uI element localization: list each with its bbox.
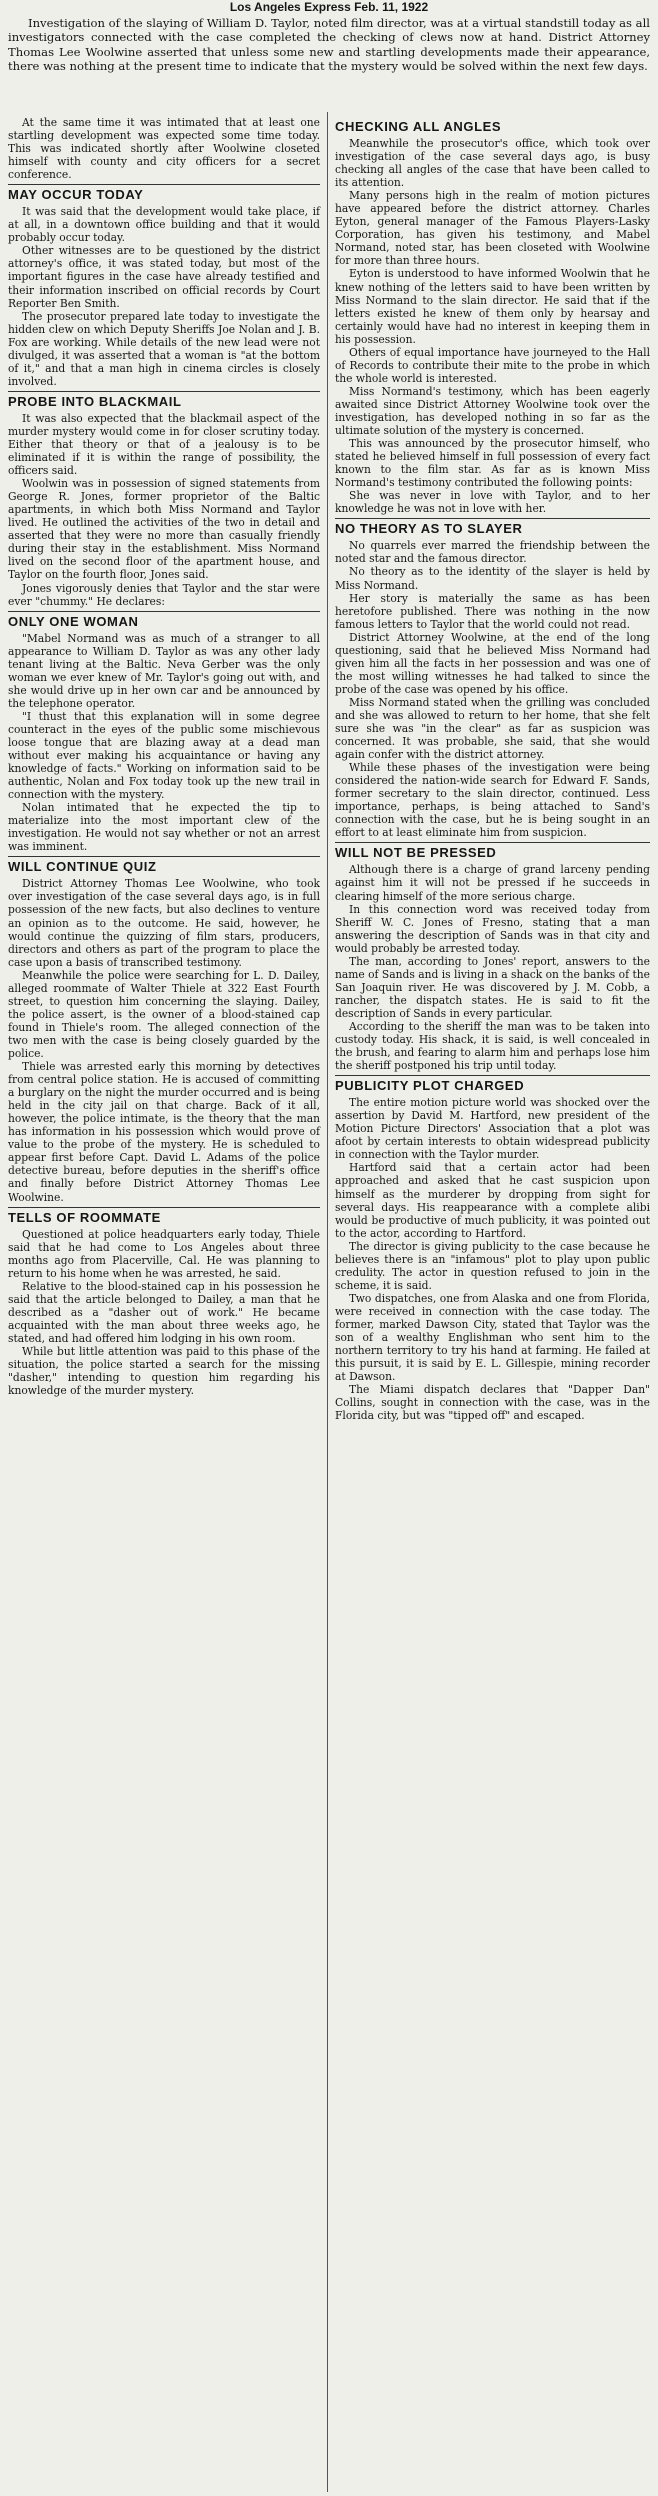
article-paragraph: This was announced by the prosecutor himself, who stated he believed himself in full possession of every fact known to the film star. As far as is known Miss Normand's testimony contributed the following points:	[335, 437, 650, 490]
article-paragraph: Questioned at police headquarters early today, Thiele said that he had come to Los Angeles about three months ago from Placerville, Cal. He was planning to return to his home when he was arrested, he said.	[8, 1227, 320, 1280]
section-heading: PUBLICITY PLOT CHARGED	[335, 1075, 650, 1094]
article-paragraph: Relative to the blood-stained cap in his possession he said that the article belonged to Dailey, a man that he described as a "dasher out of work." He became acquainted with the man about three weeks ago, he stated, and had offered him lodging in his own room.	[8, 1279, 320, 1345]
article-paragraph: Nolan intimated that he expected the tip to materialize into the most important clew of the investigation. He would not say whether or not an arrest was imminent.	[8, 801, 320, 854]
section-heading: NO THEORY AS TO SLAYER	[335, 518, 650, 537]
article-paragraph: It was also expected that the blackmail aspect of the murder mystery would come in for closer scrutiny today. Either that theory or that of a jealousy is to be eliminated if it is within the range of possibility, the officers said.	[8, 411, 320, 478]
article-paragraph: In this connection word was received today from Sheriff W. C. Jones of Fresno, stating that a man answering the description of Sands was in that city and would probably be arrested today.	[335, 902, 650, 955]
article-paragraph: While these phases of the investigation were being considered the nation-wide search for Edward F. Sands, former secretary to the slain director, continued. Less importance, perhaps, is being attached to Sand's connection with the case, but he is being sought in an effort to at least eliminate him from suspicion.	[335, 761, 650, 840]
lead-paragraph: Investigation of the slaying of William D. Taylor, noted film director, was at a virtual standstill today as all investigators connected with the case completed the checking of clews now at hand. District Attorney Thomas Lee Woolwine asserted that unless some new and startling developments made their appearance, there was nothing at the present time to indicate that the mystery would be solved within the next few days.	[8, 16, 650, 74]
article-paragraph: Hartford said that a certain actor had been approached and asked that he cast suspicion upon himself as the murderer by dropping from sight for several days. His reappearance with a complete alibi would be productive of much publicity, it was pointed out to the actor, according to Hartford.	[335, 1161, 650, 1240]
article-paragraph: Many persons high in the realm of motion pictures have appeared before the district attorney. Charles Eyton, general manager of the Famous Players-Lasky Corporation, has given his testimony, and Mabel Normand, noted star, has been closeted with Woolwine for more than three hours.	[335, 189, 650, 268]
article-paragraph: It was said that the development would take place, if at all, in a downtown office building and that it would probably occur today.	[8, 205, 320, 245]
article-paragraph: Woolwin was in possession of signed statements from George R. Jones, former proprietor of the Baltic apartments, in which both Miss Normand and Taylor lived. He outlined the activities of the two in detail and asserted that they were no more than casually friendly during their stay in the establishment. Miss Normand lived on the second floor of the apartment house, and Taylor on the fourth floor, Jones said.	[8, 477, 320, 582]
article-paragraph: "Mabel Normand was as much of a stranger to all appearance to William D. Taylor as was any other lady tenant living at the Baltic. Neva Gerber was the only woman we ever knew of Mr. Taylor's going out with, and she would drive up in her own car and be announced by the telephone operator.	[8, 631, 320, 710]
article-paragraph: Eyton is understood to have informed Woolwin that he knew nothing of the letters said to have been written by Miss Normand to the slain director. He said that if the letters existed he knew of them only by hearsay and certainly would have had no interest in keeping them in his possession.	[335, 267, 650, 346]
article-paragraph: Two dispatches, one from Alaska and one from Florida, were received in connection with the case today. The former, marked Dawson City, stated that Taylor was the son of a wealthy Englishman who sent him to the northern territory to try his hand at farming. He failed at this pursuit, it is said by E. L. Gillespie, mining recorder at Dawson.	[335, 1291, 650, 1384]
article-paragraph: No theory as to the identity of the slayer is held by Miss Normand.	[335, 565, 650, 592]
section-heading: MAY OCCUR TODAY	[8, 184, 320, 203]
section-heading: WILL NOT BE PRESSED	[335, 842, 650, 861]
article-paragraph: According to the sheriff the man was to be taken into custody today. His shack, it is said, is well concealed in the brush, and fearing to alarm him and perhaps lose him the sheriff postponed his trip until today.	[335, 1020, 650, 1073]
left-column	[8, 116, 320, 1397]
article-paragraph: Jones vigorously denies that Taylor and the star were ever "chummy." He declares:	[8, 581, 320, 608]
article-paragraph: The director is giving publicity to the case because he believes there is an "infamous" plot to play upon public credulity. The actor in question refused to join in the scheme, it is said.	[335, 1239, 650, 1292]
article-paragraph: District Attorney Thomas Lee Woolwine, who took over investigation of the case several days ago, is in full possession of the new facts, but also declines to venture an opinion as to the outcome. He said, however, he would continue the quizzing of film stars, producers, directors and others as part of the program to place the case upon a basis of transcribed testimony.	[8, 877, 320, 969]
article-paragraph: While but little attention was paid to this phase of the situation, the police started a search for the missing "dasher," intending to question him regarding his knowledge of the murder mystery.	[8, 1344, 320, 1398]
article-paragraph: Although there is a charge of grand larceny pending against him it will not be pressed if he succeeds in clearing himself of the more serious charge.	[335, 863, 650, 903]
masthead: Los Angeles Express Feb. 11, 1922	[229, 0, 429, 14]
column-divider	[327, 112, 328, 2492]
article-paragraph: Others of equal importance have journeyed to the Hall of Records to contribute their mite to the probe in which the whole world is interested.	[335, 345, 650, 385]
section-heading: WILL CONTINUE QUIZ	[8, 856, 320, 875]
article-paragraph: Miss Normand's testimony, which has been eagerly awaited since District Attorney Woolwine took over the investigation, has developed nothing in so far as the ultimate solution of the mystery is concerned.	[335, 384, 650, 438]
article-paragraph: "I thust that this explanation will in some degree counteract in the eyes of the public some mischievous loose tongue that are blazing away at a dead man without ever making his acquaintance or having any knowledge of facts." Working on information said to be authentic, Nolan and Fox today took up the new trail in connection with the mystery.	[8, 709, 320, 802]
article-paragraph: District Attorney Woolwine, at the end of the long questioning, said that he believed Miss Normand had given him all the facts in her possession and was one of the most willing witnesses he had talked to since the probe of the case was opened by his office.	[335, 630, 650, 696]
section-heading: TELLS OF ROOMMATE	[8, 1207, 320, 1226]
article-paragraph: Meanwhile the prosecutor's office, which took over investigation of the case several days ago, is busy checking all angles of the case that have been called to its attention.	[335, 137, 650, 190]
article-paragraph: Meanwhile the police were searching for L. D. Dailey, alleged roommate of Walter Thiele at 322 East Fourth street, to question him concerning the slaying. Dailey, the police assert, is the owner of a blood-stained cap found in Thiele's room. The alleged connection of the two men with the case is being closely guarded by the police.	[8, 968, 320, 1060]
article-paragraph: The entire motion picture world was shocked over the assertion by David M. Hartford, new president of the Motion Picture Directors' Association that a plot was afoot by certain interests to obtain widespread publicity in connection with the Taylor murder.	[335, 1096, 650, 1162]
article-paragraph: The Miami dispatch declares that "Dapper Dan" Collins, sought in connection with the case, was in the Florida city, but was "tipped off" and escaped.	[335, 1383, 650, 1423]
article-paragraph: Her story is materially the same as has been heretofore published. There was nothing in the now famous letters to Taylor that the world could not read.	[335, 591, 650, 631]
article-paragraph: The man, according to Jones' report, answers to the name of Sands and is living in a shack on the banks of the San Joaquin river. He was discovered by J. M. Cobb, a rancher, the dispatch states. He is said to fit the description of Sands in every particular.	[335, 954, 650, 1020]
right-column	[335, 116, 650, 1422]
article-paragraph: The prosecutor prepared late today to investigate the hidden clew on which Deputy Sheriffs Joe Nolan and J. B. Fox are working. While details of the new lead were not divulged, it was asserted that a woman is "at the bottom of it," and that a man high in cinema circles is closely involved.	[8, 309, 320, 388]
article-paragraph: She was never in love with Taylor, and to her knowledge he was not in love with her.	[335, 489, 650, 516]
article-paragraph: At the same time it was intimated that at least one startling development was expected some time today. This was indicated shortly after Woolwine closeted himself with county and city officers for a secret conference.	[8, 116, 320, 182]
section-heading: CHECKING ALL ANGLES	[335, 119, 502, 134]
section-heading: ONLY ONE WOMAN	[8, 611, 320, 630]
article-paragraph: No quarrels ever marred the friendship between the noted star and the famous director.	[335, 539, 650, 566]
article-paragraph: Miss Normand stated when the grilling was concluded and she was allowed to return to her home, that she felt sure she was "in the clear" as far as suspicion was concerned. It was probable, she said, that she would again confer with the district attorney.	[335, 695, 650, 762]
article-paragraph: Other witnesses are to be questioned by the district attorney's office, it was stated today, but most of the important figures in the case have already testified and their information inscribed on official records by Court Reporter Ben Smith.	[8, 244, 320, 310]
section-heading: PROBE INTO BLACKMAIL	[8, 391, 320, 410]
article-paragraph: Thiele was arrested early this morning by detectives from central police station. He is accused of committing a burglary on the night the murder occurred and is being held in the city jail on that charge. Back of it all, however, the police intimate, is the theory that the man has information in his possession which would prove of value to the probe of the mystery. He is scheduled to appear first before Capt. David L. Adams of the police detective bureau, before deputies in the sheriff's office and finally before District Attorney Thomas Lee Woolwine.	[8, 1060, 320, 1204]
